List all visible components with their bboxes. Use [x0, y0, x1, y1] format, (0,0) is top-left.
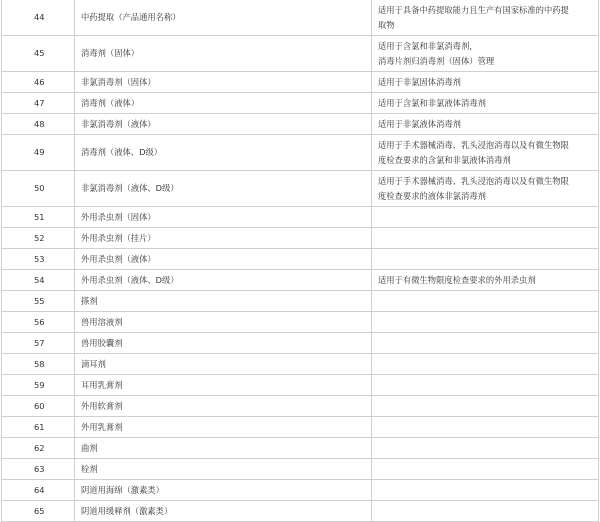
table-row	[2, 0, 599, 36]
product-name: 消毒剂（液体）	[75, 93, 372, 114]
note-line: 适用于具备中药提取能力且生产有国家标准的中药提	[378, 4, 569, 15]
table-row	[2, 114, 599, 135]
table-row	[2, 135, 599, 171]
product-name: 滴耳剂	[75, 354, 372, 375]
product-name: 耳用乳膏剂	[75, 375, 372, 396]
product-note	[372, 459, 599, 480]
note-line: 适用于含氯和非氯液体消毒剂	[378, 97, 486, 108]
row-number: 45	[2, 36, 75, 72]
product-name: 兽用溶液剂	[75, 312, 372, 333]
note-line: 消毒片剂归消毒剂（固体）管理	[378, 55, 495, 66]
product-note	[372, 291, 599, 312]
product-note	[372, 480, 599, 501]
product-name: 非氯消毒剂（液体）	[75, 114, 372, 135]
product-category-table	[1, 0, 599, 522]
row-number: 61	[2, 417, 75, 438]
product-name: 搽剂	[75, 291, 372, 312]
product-name: 外用杀虫剂（液体）	[75, 249, 372, 270]
product-note	[372, 312, 599, 333]
table-row	[2, 333, 599, 354]
table-row	[2, 93, 599, 114]
table-row	[2, 396, 599, 417]
product-note	[372, 171, 599, 207]
note-line: 取物	[378, 19, 395, 30]
table-row	[2, 72, 599, 93]
product-note	[372, 0, 599, 36]
row-number: 46	[2, 72, 75, 93]
row-number: 65	[2, 501, 75, 522]
row-number: 47	[2, 93, 75, 114]
product-name: 外用杀虫剂（挂片）	[75, 228, 372, 249]
product-note	[372, 249, 599, 270]
row-number: 51	[2, 207, 75, 228]
product-name: 外用杀虫剂（液体、D级）	[75, 270, 372, 291]
product-note	[372, 375, 599, 396]
product-note	[372, 207, 599, 228]
row-number: 56	[2, 312, 75, 333]
table-body	[2, 0, 599, 522]
row-number: 44	[2, 0, 75, 36]
note-line: 适用于含氯和非氯消毒剂，	[378, 40, 478, 51]
product-name: 栓剂	[75, 459, 372, 480]
table-row	[2, 312, 599, 333]
table-row	[2, 291, 599, 312]
product-name: 消毒剂（液体、D级）	[75, 135, 372, 171]
product-note	[372, 114, 599, 135]
product-note	[372, 396, 599, 417]
table-row	[2, 171, 599, 207]
product-name: 兽用胶囊剂	[75, 333, 372, 354]
product-name: 阴道用海绵（激素类）	[75, 480, 372, 501]
product-note	[372, 72, 599, 93]
row-number: 58	[2, 354, 75, 375]
row-number: 54	[2, 270, 75, 291]
row-number: 64	[2, 480, 75, 501]
product-note	[372, 270, 599, 291]
product-name: 非氯消毒剂（液体、D级）	[75, 171, 372, 207]
product-name: 外用乳膏剂	[75, 417, 372, 438]
product-note	[372, 354, 599, 375]
table-row	[2, 207, 599, 228]
table-row	[2, 228, 599, 249]
table-row	[2, 354, 599, 375]
table-row	[2, 417, 599, 438]
note-line: 适用于有微生物限度检查要求的外用杀虫剂	[378, 274, 536, 285]
table-row	[2, 36, 599, 72]
product-name: 消毒剂（固体）	[75, 36, 372, 72]
note-line: 适用于手术器械消毒、乳头浸泡消毒以及有微生物限	[378, 139, 569, 150]
product-name: 外用杀虫剂（固体）	[75, 207, 372, 228]
product-note	[372, 333, 599, 354]
table-row	[2, 480, 599, 501]
product-note	[372, 36, 599, 72]
product-note	[372, 417, 599, 438]
row-number: 57	[2, 333, 75, 354]
row-number: 62	[2, 438, 75, 459]
note-line: 适用于手术器械消毒、乳头浸泡消毒以及有微生物限	[378, 175, 569, 186]
note-line: 适用于非氯固体消毒剂	[378, 76, 461, 87]
product-note	[372, 135, 599, 171]
row-number: 55	[2, 291, 75, 312]
table-row	[2, 270, 599, 291]
product-note	[372, 438, 599, 459]
product-note	[372, 501, 599, 522]
product-name: 中药提取（产品通用名称）	[75, 0, 372, 36]
row-number: 53	[2, 249, 75, 270]
row-number: 59	[2, 375, 75, 396]
row-number: 49	[2, 135, 75, 171]
note-line: 度检查要求的液体非氯消毒剂	[378, 190, 486, 201]
table-row	[2, 501, 599, 522]
product-name: 阴道用缓释剂（激素类）	[75, 501, 372, 522]
table-row	[2, 459, 599, 480]
row-number: 60	[2, 396, 75, 417]
note-line: 度检查要求的含氯和非氯液体消毒剂	[378, 154, 511, 165]
product-name: 曲剂	[75, 438, 372, 459]
product-name: 外用软膏剂	[75, 396, 372, 417]
table-row	[2, 249, 599, 270]
table-row	[2, 375, 599, 396]
row-number: 52	[2, 228, 75, 249]
row-number: 50	[2, 171, 75, 207]
table-row	[2, 438, 599, 459]
row-number: 48	[2, 114, 75, 135]
product-note	[372, 228, 599, 249]
row-number: 63	[2, 459, 75, 480]
product-note	[372, 93, 599, 114]
product-name: 非氯消毒剂（固体）	[75, 72, 372, 93]
note-line: 适用于非氯液体消毒剂	[378, 118, 461, 129]
